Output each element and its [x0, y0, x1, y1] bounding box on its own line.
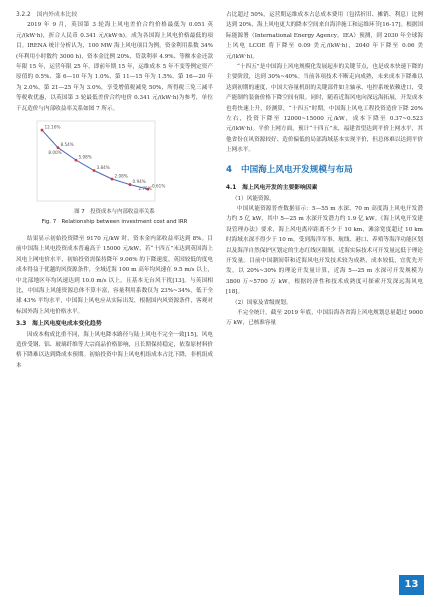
- annotation-label: 8.00%: [48, 150, 62, 156]
- irr-line-chart: [36, 120, 166, 202]
- section-heading-4-1: 4.1 海上风电开发的主要影响因素: [226, 185, 318, 192]
- right-column: [226, 10, 423, 329]
- left-column: [16, 10, 213, 371]
- figure-caption-en: Fig. 7 Relationship between investment cost and IRR: [41, 219, 188, 226]
- paragraph-continued: 占比超过 50%，运营期运维成本占总成本费用（包括折旧、摊销、利息）比例达到 20%，海上风电更大的降本空间来自海洋施工和运维环节[16-17]。根据国际能源署（International Energy Agency，IEA）预测，到 2030 年全球海上风电 LCOE 将下降至 0.09 美元/(kW·h)，2040 年下降至 0.06 美元/(kW·h)。: [226, 12, 423, 60]
- annotation-label: 2.75%: [138, 186, 152, 192]
- paragraph-14th-five-year: “十四五”是中国海上风电规模化发展起步的关键节点，也是成本快速下降的主要阶段，达到 30%~40%。当前各项技术不断走向成熟，未来成本下降难以达到初期的速度，中国大容量机组的关键部件如主轴承、电控系统依赖进口，受产能制约装备价格下降空间有限。同时，随着近海风电向深远海拓展，开发成本也将快速上升，经测算，“十四五”时期，中国海上风电工程投资造价下降 20% 左右，投资下降至 12000~15000 元/kW，成本下降至 0.37~0.523 元/(kW·h)。平价上网方面，预计“十四五”末，福建省望达到平价上网水平，其他省份在风资源较好、造价偏低的局部海域基本实现平价，但总体难以达到平价上网水平。: [226, 64, 423, 154]
- data-label: 2.08%: [114, 173, 128, 179]
- section-heading-3-3: 3.3 海上风电度电成本变化趋势: [16, 321, 102, 328]
- data-point: [41, 129, 44, 132]
- data-label: 8.54%: [60, 142, 74, 148]
- figure-caption-cn: 图 7 投资成本与内部收益率关系: [74, 209, 155, 216]
- section-heading-3-2-2: 3.2.2 国内外成本比较: [16, 12, 78, 18]
- data-point: [111, 178, 114, 181]
- section-heading-4: [226, 165, 423, 175]
- chart-frame: [37, 121, 155, 201]
- paragraph-cost-comparison: 2019 年 9 月，英国第 3 轮海上风电差价合约价格最低为 0.051 英元/(kW·h)，折合人民币 0.341 元/(kW·h)。成为各国海上风电价格最低的项目。IRENA 统计分析认为，100 MW 海上风电项目为例，资金利用系数 34%(年利用小时数约 3000 h)，资本金比例 20%、贷款利率 4.9%、等额本金还款年限 15 年，运营年限 25 年，即前年期 15 年，运维成本 5 年不变等例定资产原值的 0.5%、第 6—10 年为 1.0%、第 11—15 年为 1.5%、第 16—20 年为 2.0%、第 21—25 年为 3.0%，享受增值税减免 50%，所得税三免三减半等税收优惠，以英国第 3 轮最低差价合约电价 0.341 元/(kW·h)为参考，单位千瓦造价与内部收益率关系如图 7 所示。: [16, 22, 213, 112]
- section-number: 4: [226, 164, 232, 175]
- paragraph-wind-resource: 中国风能资源普查数据显示：5—55 m 水深、70 m 高度海上风电开发潜力约 5 亿 kW，其中 5—25 m 水深开发潜力约 1.9 亿 kW。《海上风电开发建设管理办法》要求，海上风电离岸距离不少于 10 km，滩涂宽度超过 10 km 时海域水深不得少于 10 m。受到海洋军事、航线、港口、养殖等海洋功能区划以及海洋自然保护区划定的生态红线区限制，近海实际技术可开发量远低于理论开发量。目前中国潮间带和近海风电开发技术较为成熟，成本较低，宜优先开发，以 20%~30% 的理论开发量计算，近海 5—25 m 水深可开发规模为 3800 万~5700 万 kW，根据经济性和技术成熟度可探索开发深远海风电[18]。: [226, 205, 423, 296]
- subheading-planning: （2）国家及省级规划。: [232, 299, 292, 306]
- subheading-wind-resource: （1）风能资源。: [232, 195, 275, 202]
- data-point: [93, 169, 96, 172]
- paragraph-cost-trend: 因成本构成比重不同，海上风电降本路径与陆上风电不完全一致[15]。风电造价受钢、铝、玻璃纤维等大宗商品价格影响，且长期保持稳定，依靠原材料价格下降难以达到降成本预期。初始投资中海上风电机组成本占比下降，非机组成本: [16, 331, 213, 369]
- data-label: 0.94%: [132, 179, 146, 185]
- data-label: 5.98%: [78, 154, 92, 160]
- data-point: [57, 146, 60, 149]
- data-point: [75, 159, 78, 162]
- paragraph-result: 结果显示初始投资降至 9170 元/kW 时，资本金内部收益率达到 8%。目前中国海上风电投资成本普遍高于 15000 元/kW，若“十四五”末达到英国海上风电上网电价水平，初始投资需保持降年 9.06% 的下降速度。英国较低的度电成本得益于优越的风资源条件，全域近海 100 m 高年均风速在 9.5 m/s 以上，中北部地区年均风速达到 10.0 m/s 以上，且基本无台风干扰[13]。与英国相比，中国海上风能资源总体不算丰富，容量利用系数仅为 23%~34%，低于全球 43% 平均水平，中国海上风电应从实际出发，根据国内风资源条件，客观对标国外海上风电价格水平。: [16, 235, 213, 315]
- data-label: 12.16%: [44, 124, 61, 130]
- paragraph-planning: 不完全统计，截至 2019 年底，中国沿海各省海上风电规划总量超过 9000 万 kW，已核准容量: [226, 309, 423, 327]
- section-title: 中国海上风电开发规模与布局: [240, 164, 353, 175]
- data-label: 3.84%: [96, 165, 110, 171]
- data-label: -0.61%: [150, 183, 166, 189]
- page-number: 13: [399, 575, 424, 595]
- figure-7-chart: [36, 120, 166, 202]
- data-point: [129, 183, 132, 186]
